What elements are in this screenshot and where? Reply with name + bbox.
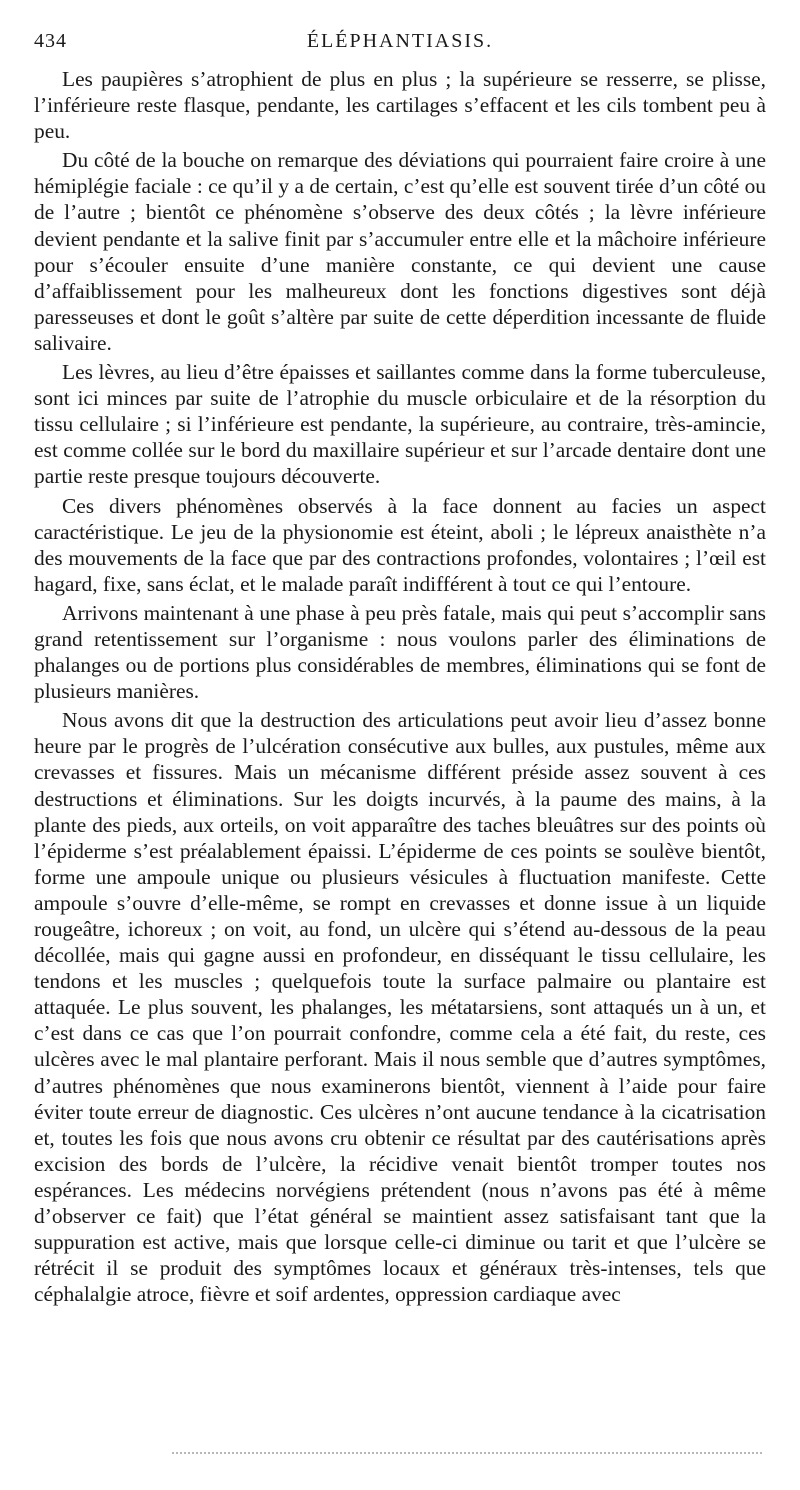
page-header: [34, 26, 766, 56]
paragraph: Arrivons maintenant à une phase à peu près fatale, mais qui peut s’accomplir sans grand retentissement sur l’organisme : nous voulons parler des éliminations de phalanges ou de portions plus considérables de membres, éliminations qui se font de plusieurs manières.: [34, 600, 766, 704]
body-text: [34, 66, 766, 1307]
paragraph: Du côté de la bouche on remarque des déviations qui pourraient faire croire à une hémiplégie faciale : ce qu’il y a de certain, c’est qu’elle est souvent tirée d’un côté ou de l’autre ; bientôt ce phénomène s’observe des deux côtés ; la lèvre inférieure devient pendante et la salive finit par s’accumuler entre elle et la mâchoire inférieure pour s’écouler ensuite d’une manière constante, ce qui devient une cause d’affaiblissement pour les malheureux dont les fonctions digestives sont déjà paresseuses et dont le goût s’altère par suite de cette déperdition incessante de fluide salivaire.: [34, 148, 766, 355]
paragraph: Ces divers phénomènes observés à la face donnent au facies un aspect caractéristique. Le jeu de la physionomie est éteint, aboli ; le lépreux anaisthète n’a des mouvements de la face que par des contractions profondes, volontaires ; l’œil est hagard, fixe, sans éclat, et le malade paraît indifférent à tout ce qui l’entoure.: [34, 493, 766, 596]
paragraph: Nous avons dit que la destruction des articulations peut avoir lieu d’assez bonne heure par le progrès de l’ulcération consécutive aux bulles, aux pustules, même aux crevasses et fissures. Mais un mécanisme différent préside assez souvent à ces destructions et éliminations. Sur les doigts incurvés, à la paume des mains, à la plante des pieds, aux orteils, on voit apparaître des taches bleuâtres sur des points où l’épiderme s’est préalablement épaissi. L’épiderme de ces points se soulève bientôt, forme une ampoule unique ou plusieurs vésicules à fluctuation manifeste. Cette ampoule s’ouvre d’elle-même, se rompt en crevasses et donne issue à un liquide rougeâtre, ichoreux ; on voit, au fond, un ulcère qui s’étend au-dessous de la peau décollée, mais qui gagne aussi en profondeur, en disséquant le tissu cellulaire, les tendons et les muscles ; quelquefois toute la surface palmaire ou plantaire est attaquée. Le plus souvent, les phalanges, les métatarsiens, sont attaqués un à un, et c’est dans ce cas que l’on pourrait confondre, comme cela a été fait, du reste, ces ulcères avec le mal plantaire perforant. Mais il nous semble que d’autres symptômes, d’autres phénomènes que nous examinerons bientôt, viennent à l’aide pour faire éviter toute erreur de diagnostic. Ces ulcères n’ont aucune tendance à la cicatrisation et, toutes les fois que nous avons cru obtenir ce résultat par des cautérisations après excision des bords de l’ulcère, la récidive venait bientôt tromper toutes nos espérances. Les médecins norvégiens prétendent (nous n’avons pas été à même d’observer ce fait) que l’état général se maintient assez satisfaisant tant que la suppuration est active, mais que lorsque celle-ci diminue ou tarit et que l’ulcère se rétrécit il se produit des symptômes locaux et généraux très-intenses, tels que céphalalgie atroce, fièvre et soif ardentes, oppression cardiaque avec: [34, 708, 766, 1307]
paragraph: Les paupières s’atrophient de plus en plus ; la supérieure se resserre, se plisse, l’inférieure reste flasque, pendante, les cartilages s’effacent et les cils tombent peu à peu.: [34, 67, 766, 144]
footer-divider: [172, 1452, 762, 1454]
page-number: 434: [34, 30, 67, 52]
paragraph: Les lèvres, au lieu d’être épaisses et saillantes comme dans la forme tuberculeuse, sont ici minces par suite de l’atrophie du muscle orbiculaire et de la résorption du tissu cellulaire ; si l’inférieure est pendante, la supérieure, au contraire, très-amincie, est comme collée sur le bord du maxillaire supérieur et sur l’arcade dentaire dont une partie reste presque toujours découverte.: [34, 360, 766, 489]
running-title: ÉLÉPHANTIASIS.: [306, 30, 494, 52]
